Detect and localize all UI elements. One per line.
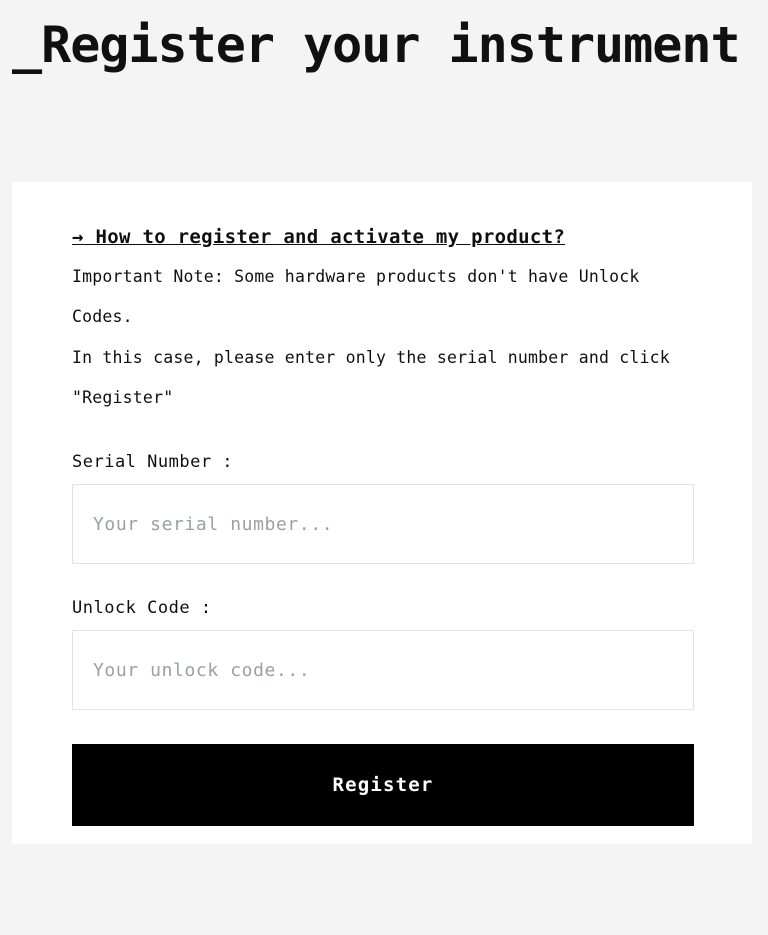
unlock-code-input[interactable] [72, 630, 694, 710]
page-title: _Register your instrument [12, 16, 740, 74]
card-bottom-spacer [72, 826, 704, 844]
unlock-code-label: Unlock Code : [72, 598, 212, 619]
serial-number-input[interactable] [72, 484, 694, 564]
how-to-register-link-label: How to register and activate my product? [95, 226, 566, 248]
register-button[interactable]: Register [72, 744, 694, 826]
how-to-register-link[interactable] [72, 222, 632, 253]
arrow-right-icon: → [72, 226, 84, 248]
important-note-line-2: In this case, please enter only the serial number and click "Register" [72, 347, 670, 408]
important-note-line-1: Important Note: Some hardware products don't have Unlock Codes. [72, 266, 640, 327]
serial-number-label: Serial Number : [72, 452, 234, 473]
registration-card [12, 182, 752, 844]
